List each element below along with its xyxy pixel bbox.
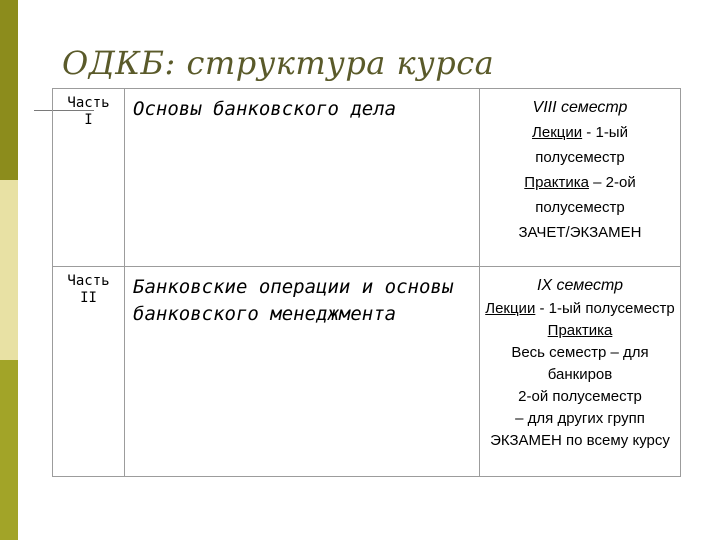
lectures-period: - 1-ый полусеместр bbox=[535, 300, 675, 317]
part-label: Часть bbox=[67, 273, 110, 289]
slide-title: ОДКБ: структура курса bbox=[62, 44, 495, 82]
part-number: II bbox=[80, 290, 97, 306]
practice-label: Практика bbox=[524, 174, 589, 191]
lectures-period-cont: полусеместр bbox=[535, 149, 625, 166]
lectures-label: Лекции bbox=[532, 124, 583, 141]
course-structure-table bbox=[52, 88, 681, 477]
topic-text: Основы банковского дела bbox=[133, 98, 397, 120]
part-number: I bbox=[84, 112, 93, 128]
practice-label: Практика bbox=[547, 322, 613, 339]
practice-note-b: банкиров bbox=[547, 366, 613, 383]
table-row bbox=[53, 89, 681, 267]
part-label: Часть bbox=[67, 95, 110, 111]
topic-text: Банковские операции и основы банковского менеджмента bbox=[133, 276, 454, 325]
practice-note-a: Весь семестр – для bbox=[511, 344, 649, 361]
practice-period: – 2-ой bbox=[588, 174, 636, 191]
stripe-segment-olive bbox=[0, 360, 18, 540]
table-row bbox=[53, 267, 681, 477]
topic-cell bbox=[125, 267, 480, 477]
practice-note-d: – для других групп bbox=[515, 410, 645, 427]
stripe-segment-dark bbox=[0, 0, 18, 180]
stripe-segment-light bbox=[0, 180, 18, 360]
schedule-cell bbox=[480, 267, 681, 477]
lectures-period: - 1-ый bbox=[582, 124, 628, 141]
left-accent-stripe bbox=[0, 0, 18, 540]
part-cell bbox=[53, 267, 125, 477]
final-assessment: ЭКЗАМЕН по всему курсу bbox=[490, 432, 670, 449]
final-assessment: ЗАЧЕТ/ЭКЗАМЕН bbox=[518, 224, 642, 241]
lectures-label: Лекции bbox=[485, 300, 536, 317]
practice-note-c: 2-ой полусеместр bbox=[518, 388, 642, 405]
semester-label: IX семестр bbox=[536, 277, 623, 294]
schedule-cell bbox=[480, 89, 681, 267]
semester-label: VIII семестр bbox=[532, 99, 628, 116]
part-cell bbox=[53, 89, 125, 267]
practice-period-cont: полусеместр bbox=[535, 199, 625, 216]
topic-cell bbox=[125, 89, 480, 267]
